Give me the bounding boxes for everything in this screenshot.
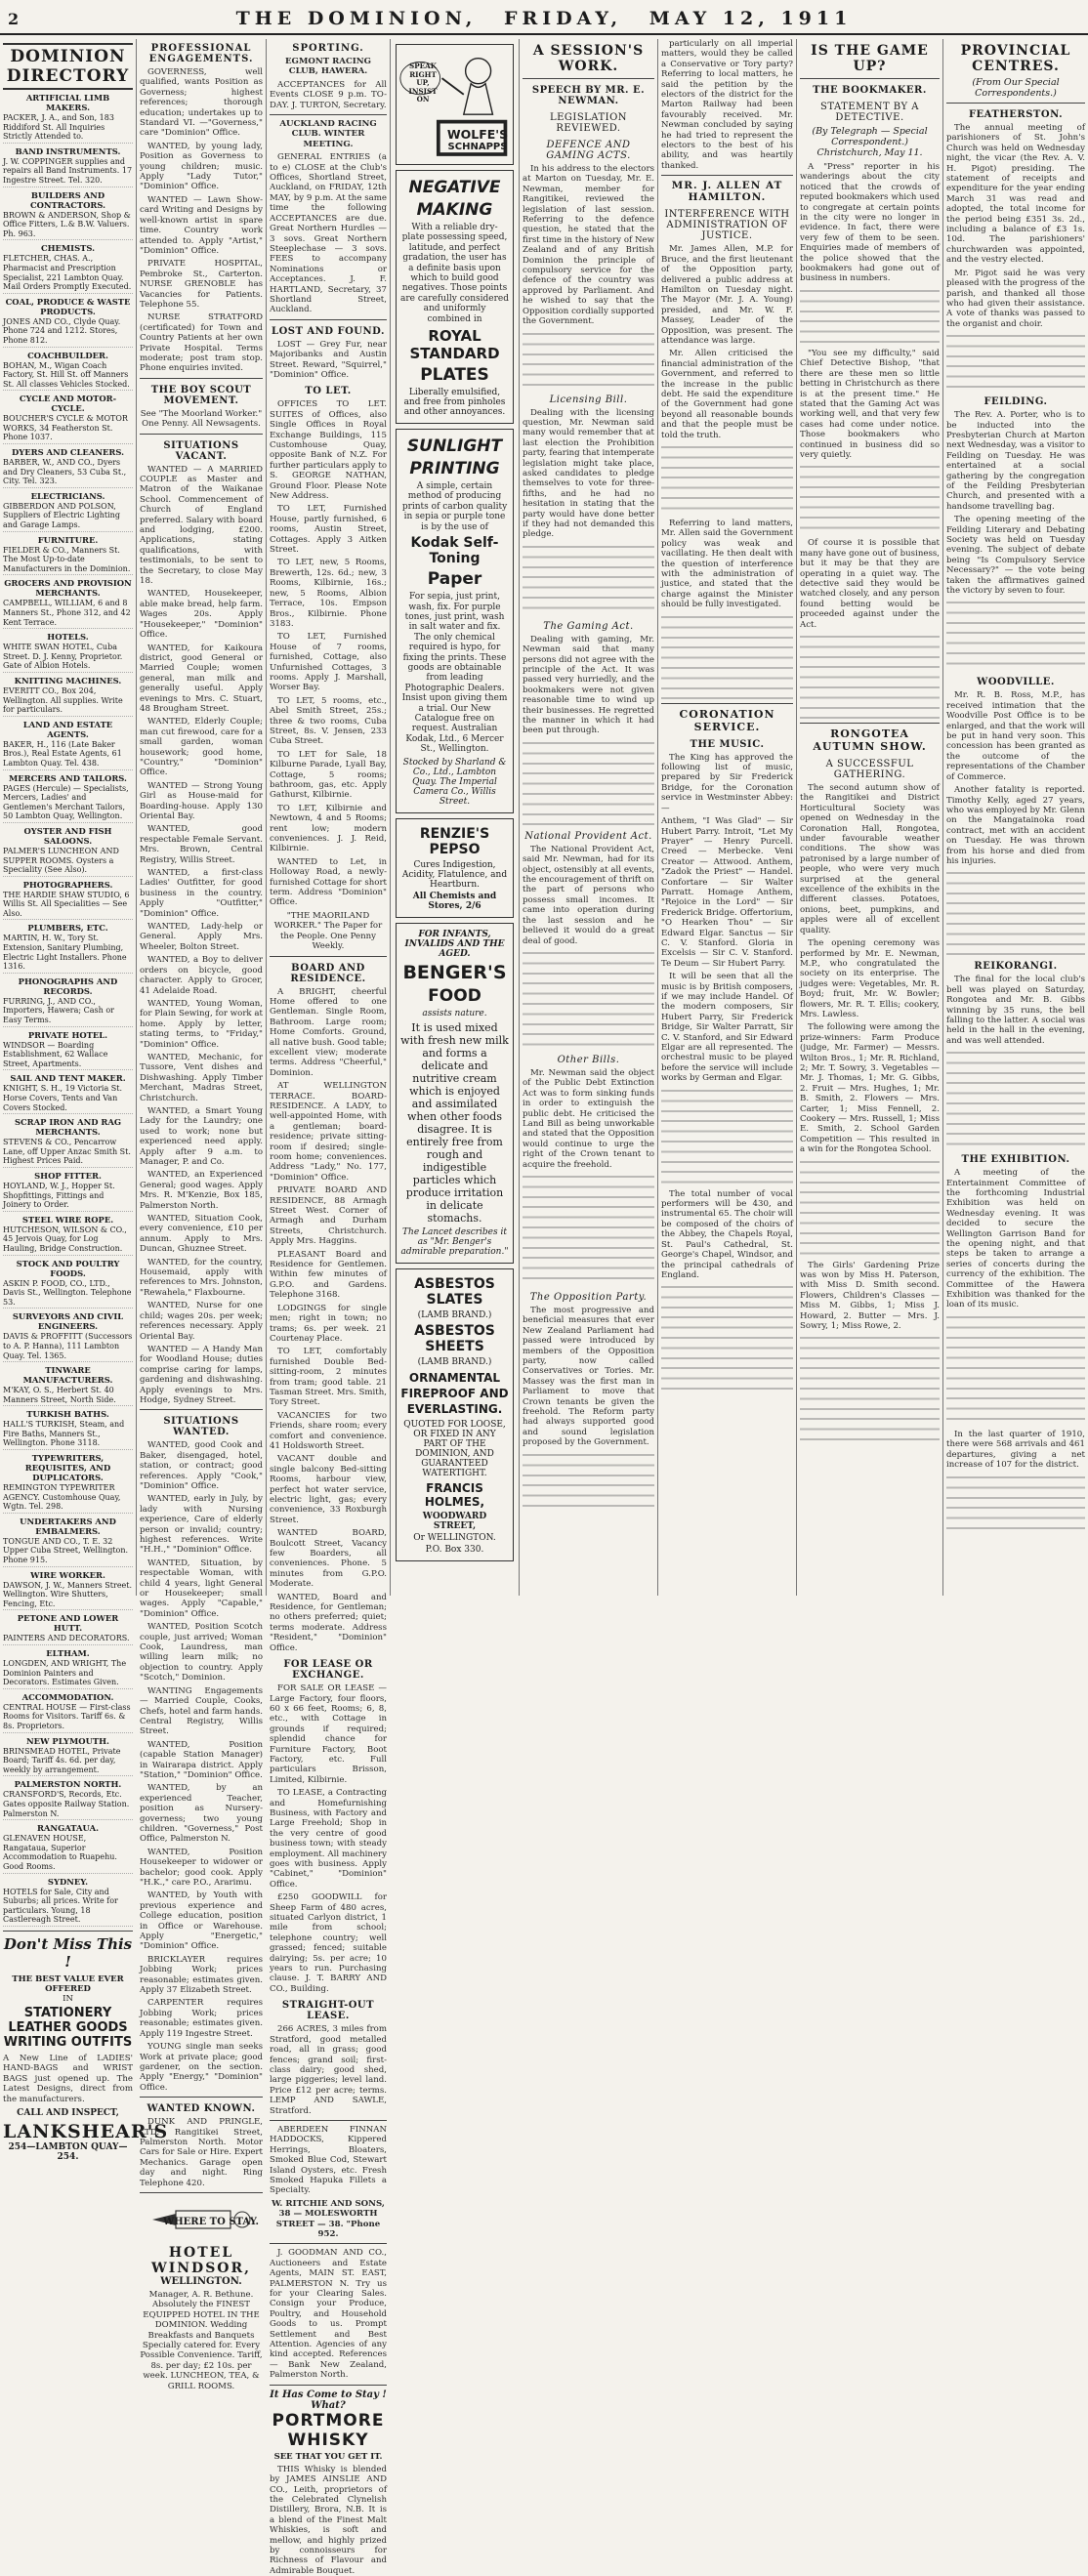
classified-ad: WANTED, Lady-help or General. Apply Mrs. Wheeler, Bolton Street.	[140, 922, 263, 952]
rongotea-title: RONGOTEA AUTUMN SHOW.	[813, 727, 927, 753]
article-paragraph: The King has approved the following list of music, prepared by Sir Frederick Bridge, for the Coronation service in Westminster Abbey:—	[661, 752, 793, 813]
directory-entry: LONGDEN, AND WRIGHT, The Dominion Painters and Decorators. Estimates Given.	[3, 1659, 133, 1689]
directory-entry: HALL'S TURKISH, Steam, and Fire Baths, Manners St., Wellington. Phone 3118.	[3, 1420, 133, 1450]
negative-text: With a reliable dry-plate possessing speed, latitude, and perfect gradation, the user has a definite basis upon which to build good negatives. Those points are carefully considered and uniformly combined in	[400, 223, 509, 324]
infants-heading: FOR INFANTS, INVALIDS AND THE AGED.	[404, 929, 505, 959]
directory-category: SURVEYORS AND CIVIL ENGINEERS.	[12, 1311, 124, 1332]
directory-entry: BAKER, H., 116 (Late Baker Bros.), Real Estate Agents, 61 Lambton Quay. Tel. 438.	[3, 740, 133, 770]
royal-standard-plates-ad	[396, 170, 514, 424]
article-paragraph: The opening meeting of the Feilding Literary and Debating Society was held on Tuesday evening. The subject of debate being "Is Compulsory Service Necessary?" — the vote being taken the affirmatives gained the victory by seven to four.	[946, 515, 1085, 597]
paper-name: THE DOMINION,	[235, 8, 478, 29]
classified-ad: ACCEPTANCES for All Events CLOSE 9 p.m. TO-DAY. J. TURTON, Secretary.	[270, 79, 387, 110]
classified-ad: WANTED, Housekeeper, able make bread, help farm. Wages 20s. Apply "Housekeeper," "Dominion" Office.	[140, 589, 263, 641]
kodak-paper-ad	[396, 429, 514, 813]
article-paragraph: The Rev. A. Porter, who is to be inducted into the Presbyterian Church at Marton next Wednesday, was a visitor to Feilding on Tuesday. He was entertained at a social gathering by the congregation of the Feilding Presbyterian Church, and presented with a handsome travelling bag.	[946, 410, 1085, 512]
directory-entry: WINDSOR — Boarding Establishment, 62 Wallace Street, Apartments.	[3, 1041, 133, 1071]
situations-vacant-heading: SITUATIONS VACANT.	[163, 439, 239, 462]
article-title-session: A SESSION'S WORK.	[532, 43, 645, 74]
directory-entry: HUTCHESON, WILSON & CO., 45 Jervois Quay, for Log Hauling, Bridge Construction.	[3, 1226, 133, 1256]
article-paragraph: Mr. R. B. Ross, M.P., has received intimation that the Woodville Post Office is to be enlarged, and that the work will be put in hand very soon. This concession has been granted as the outcome of the representations of the Chamber of Commerce.	[946, 690, 1085, 782]
maoriland-ad: "THE MAORILAND WORKER." The Paper for the People. One Penny Weekly.	[273, 910, 383, 952]
classified-ad: WANTED, for Kaikoura district, good General or Married Couple; women general, man milk and generally useful. Apply evenings to Mrs. C. Stuart, 48 Brougham Street.	[140, 643, 263, 714]
hotel-details: Manager, A. R. Bethune. Absolutely the FINEST EQUIPPED HOTEL IN THE DOMINION. Wedding Breakfasts and Banquets Specially catered for. Every Possible Convenience. Tariff, 8s. per day; £2 10s. per week. LUNCHEON, TEA, & GRILL ROOMS.	[140, 2289, 263, 2391]
board-residence-heading: BOARD AND RESIDENCE.	[290, 962, 366, 984]
lankshear-name: LANKSHEAR'S	[3, 2120, 169, 2142]
directory-category: OYSTER AND FISH SALOONS.	[23, 825, 112, 846]
directory-category: ELTHAM.	[46, 1648, 90, 1658]
provincial-title: PROVINCIAL CENTRES.	[960, 43, 1071, 74]
classified-ad: PRIVATE HOSPITAL, Pembroke St., Carterton. NURSE GRENOBLE has Vacancies for Patients. Telephone 55.	[140, 259, 263, 310]
whisky-details: THIS Whisky is blended by JAMES AINSLIE AND CO., Leith, proprietors of the Celebrated Clynelish Distillery, Brora, N.B. It is a blend of the Finest Malt Whiskies, is soft and mellow, and highly prized by connoisseurs for Richness of Flavour and Admirable Bouquet.	[270, 2464, 387, 2576]
whisky-label: WHISKY	[287, 2430, 369, 2450]
classified-ad: TO LET, Furnished House of 7 rooms, furnished, Cottage, also Unfurnished Cottages, 3 rooms. Apply J. Marshall, Worser Bay.	[270, 632, 387, 693]
directory-entry: GIBBERDON AND POLSON, Suppliers of Electric Lighting and Garage Lamps.	[3, 502, 133, 532]
handbag-note: A New Line of LADIES' HAND-BAGS and WRIST BAGS just opened up. The Latest Designs, direct from the manufacturers.	[3, 2053, 133, 2104]
best-value-line: THE BEST VALUE EVER OFFERED	[12, 1974, 124, 1994]
article-paragraph: particularly on all imperial matters, would they be called a Conservative or Tory party? Referring to local matters, he said the petition by the electors of the district for the Marton Railway had been favourably received. Mr. Newman concluded by saying he had tried to represent the electors to the best of his ability, and was heartily thanked.	[661, 39, 793, 171]
reikorangi-heading: REIKORANGI.	[974, 961, 1058, 973]
featherston-heading: FEATHERSTON.	[968, 109, 1064, 120]
article-paragraph: The most progressive and beneficial measures that ever New Zealand Parliament had passed were introduced by members of the Opposition party, now called Conservatives or Tories. Mr. Massey was the first man in Parliament to move that Crown tenants be given the freehold. The Reform party had always supported good and sound legislation proposed by the Government.	[523, 1305, 654, 1448]
directory-entry: BRINSMEAD HOTEL, Private Board; Tariff 4s. 6d. per day, weekly by arrangement.	[3, 1747, 133, 1777]
column-game-show	[797, 39, 943, 1596]
article-paragraph: The National Provident Act, said Mr. Newman, had for its object, ostensibly at all events, the encouragement of thrift on the part of persons who possess small incomes. It came into operation during the last session and he believed it would do a great deal of good.	[523, 844, 654, 946]
classified-ad: TO LET, Kilbirnie and Newtown, 4 and 5 Rooms; rent low; modern conveniences. J. J. Reid, Kilbirnie.	[270, 803, 387, 854]
classified-ad: GOVERNESS, well qualified, wants Position as Governess; highest references; thorough education; undertakes up to Standard VI. —"Governess," care "Dominion" Office.	[140, 67, 263, 139]
sunlight-heading: SUNLIGHT	[406, 436, 503, 457]
article-paragraph: Of course it is possible that many have gone out of business, but it may be that they are operating in a quiet way. The detective said they would be watched closely, and any person found betting would be proceeded against under the Act.	[800, 538, 940, 630]
directory-entry: PACKER, J. A., and Son, 183 Riddiford St. All Inquiries Strictly Attended to.	[3, 113, 133, 144]
directory-category: SCRAP IRON AND RAG MERCHANTS.	[14, 1117, 122, 1138]
directory-entry: WHITE SWAN HOTEL, Cuba Street. D. J. Kenny, Proprietor. Gate of Albion Hotels.	[3, 643, 133, 673]
classified-ad: OFFICES TO LET. SUITES of Offices, also Single Offices in Royal Exchange Buildings, 115 Customhouse Quay, opposite Bank of N.Z. For further particulars apply to S. GEORGE NATHAN, Ground Floor. Please Note New Address.	[270, 399, 387, 502]
directory-entry: FLETCHER, CHAS. A., Pharmacist and Prescription Specialist, 221 Lambton Quay. Mail Orders Promptly Executed.	[3, 254, 133, 293]
directory-category: PALMERSTON NORTH.	[14, 1779, 122, 1790]
directory-entry: BOUCHER'S CYCLE & MOTOR WORKS, 34 Featherston St. Phone 1037.	[3, 414, 133, 444]
directory-category: UNDERTAKERS AND EMBALMERS.	[20, 1516, 116, 1536]
directory-category: RANGATAUA.	[36, 1823, 100, 1834]
article-paragraph: In his address to the electors at Marton on Tuesday, Mr. E. Newman, member for Rangitikei, reviewed the legislation of last session. Referring to the defence question, he stated that the first time in the history of New Zealand and of any British Dominion the principle of compulsory service for the defence of the country was approved by Parliament. And he wished to say that the Opposition cordially supported the Government.	[523, 164, 655, 327]
bengers-food-ad	[396, 923, 514, 1264]
directory-entry: TONGUE AND CO., T. E. 32 Upper Cuba Street, Wellington. Phone 915.	[3, 1537, 133, 1567]
classified-ad: WANTING Engagements — Married Couple, Cooks, Chefs, hotel and farm hands. Central Registry, Willis Street.	[140, 1685, 263, 1737]
classified-ad: A BRIGHT, cheerful Home offered to one Gentleman. Single Room, Bathroom. Large room; Home Comforts. Ground, all native bush. Good table; excellent view; moderate terms. Address "Cheerful," Dominion.	[270, 986, 387, 1078]
directory-category: WIRE WORKER.	[30, 1569, 105, 1580]
to-let-heading: TO LET.	[305, 386, 352, 397]
masthead	[0, 6, 1088, 35]
hotel-name: HOTEL WINDSOR,	[150, 2244, 252, 2276]
classified-ad: AT WELLINGTON TERRACE. BOARD-RESIDENCE. A LADY, to well-appointed Home, with a gentleman; board-residence; private sitting-room if desired; single-room home; conveniences. Address "Lady," No. 177, "Dominion" Office.	[270, 1081, 387, 1183]
boy-scout-heading: THE BOY SCOUT MOVEMENT.	[150, 384, 252, 406]
food-label: FOOD	[428, 985, 481, 1006]
ritchie-sons: W. RITCHIE AND SONS, 38 — MOLESWORTH STREET — 38. "Phone 952.	[272, 2198, 385, 2239]
kodak-text: For sepia, just print, wash, fix. For purple tones, just print, wash in salt water and fix. The only chemical required is hypo, for fixing the prints. These goods are obtainable from leading Photographic Dealers. Insist upon giving them a trial. Our New Catalogue free on request. Australian Kodak, Ltd., 6 Mercer St., Wellington.	[401, 592, 508, 755]
hotel-windsor-ad	[140, 2197, 263, 2391]
classified-ad: WANTED, early in July, by lady with Nursing experience, Care of elderly person or invalid; country; highest references. Write "H.H.," "Dominion" Office.	[140, 1494, 263, 1556]
portmore-brand: PORTMORE	[272, 2410, 385, 2431]
directory-entry: REMINGTON TYPEWRITER AGENCY. Customhouse Quay, Wgtn. Tel. 298.	[3, 1483, 133, 1514]
directory-category: COACHBUILDER.	[27, 350, 108, 360]
classified-ad: GENERAL ENTRIES (a to e) CLOSE at the Club's Offices, Shortland Street, Auckland, on FRIDAY, 12th MAY, by 9 p.m. At the same time the following ACCEPTANCES are due. Great Northern Hurdles — 3 sovs. Great Northern Steeplechase — 3 sovs. FEES to accompany Nominations or Acceptances. J. F. HARTLAND, Secretary, 37 Shortland Street, Auckland.	[270, 152, 387, 315]
classified-ad: PRIVATE BOARD AND RESIDENCE, 88 Armagh Street West. Corner of Armagh and Durham Streets, Christchurch. Apply Mrs. Haggins.	[270, 1185, 387, 1247]
kodak-stockists: Stocked by Sharland & Co., Ltd., Lambton Quay. The Imperial Camera Co., Willis Street.	[402, 757, 507, 807]
article-paragraph: The annual meeting of parishioners of St. John's Church was held on Wednesday night, the vicar (the Rev. A. V. H. Pigot) presiding. The statement of receipts and expenditure for the year ending March 31 was read and adopted, the total income for the period being £351 3s. 2d., including a balance of £3 1s. 10d. The parishioners' churchwarden was appointed, and the vestry elected.	[946, 123, 1085, 266]
classified-ad: WANTED, Position Scotch couple, just arrived; Woman Cook, Laundress, man willing learn milk; no objection to country. Apply "Scotch," Dominion.	[140, 1622, 263, 1683]
classified-ad: WANTED, Situation, by respectable Woman, with child 4 years, light General or Housekeeper; small wages. Apply "Capable," "Dominion" Office.	[140, 1558, 263, 1619]
in-line: IN	[63, 1993, 73, 2004]
directory-entry: CENTRAL HOUSE — First-class Rooms for Visitors. Tariff 6s. & 8s. Proprietors.	[3, 1703, 133, 1733]
provident-heading: National Provident Act.	[524, 830, 652, 842]
speak-right-up-caption: SPEAK RIGHT UP, INSIST ON	[408, 62, 438, 104]
directory-category: COAL, PRODUCE & WASTE PRODUCTS.	[5, 296, 131, 316]
classified-ad: LOST — Grey Fur, near Majoribanks and Austin Street. Reward, "Squirrel," "Dominion" Office.	[270, 339, 387, 380]
wolfes-brand: WOLFE'S	[446, 127, 509, 142]
miss-this-heading: Don't Miss This !	[3, 1934, 133, 1971]
sunlight-text: A simple, certain method of producing prints of carbon quality in sepia or purple tone is by the use of	[401, 481, 508, 532]
directory-entry: DAVIS & PROFFITT (Successors to A. P. Hanna), 111 Lambton Quay. Tel. 1365.	[3, 1332, 133, 1362]
directory-title: DOMINION DIRECTORY	[3, 43, 133, 90]
schnapps-label: SCHNAPPS	[447, 142, 508, 152]
paper-label: Paper	[427, 569, 482, 590]
column-classifieds-situations	[137, 39, 267, 2391]
article-paragraph: Referring to land matters, Mr. Allen said the Government policy was weak and vacillating. He then dealt with the question of interference with the administration of justice, and stated that the charge against the Minister should be fully investigated.	[661, 519, 793, 610]
directory-category: SHOP FITTER.	[34, 1170, 102, 1181]
classified-ad: VACANCIES for two Friends, share room; every comfort and convenience. 41 Holdsworth Street.	[270, 1410, 387, 1451]
straight-lease-heading: STRAIGHT-OUT LEASE.	[281, 2000, 375, 2022]
directory-entry: KNIGHT, S. H., 19 Victoria St. Horse Covers, Tents and Van Covers Stocked.	[3, 1084, 133, 1114]
asbestos-ad	[396, 1268, 514, 1561]
directory-entry: M'KAY, O. S., Herbert St. 40 Manners Street, North Side.	[3, 1386, 133, 1406]
directory-entry: HOYLAND, W. J., Hopper St. Shopfittings, Fittings and Joinery to Order.	[3, 1182, 133, 1212]
classified-ad: WANTED, an Experienced General; good wages. Apply Mrs. R. M'Kenzie, Box 185, Palmerston North.	[140, 1170, 263, 1211]
directory-entry: BARBER, W., AND CO., Dyers and Dry Cleaners, 53 Cuba St., City. Tel. 323.	[3, 458, 133, 488]
plates-label: PLATES	[420, 365, 489, 386]
classified-ad: TO LET, comfortably furnished Double Bed-sitting-room, 2 minutes from tram; good table. 21 Tasman Street. Mrs. Smith, Tory Street.	[270, 1347, 387, 1408]
article-paragraph: A "Press" reporter in his wanderings about the city noticed that the crowds of reputed bookmakers which used to congregate at certain points in the city were no longer in evidence. In fact, there were very few of them to be seen. Enquiries made of members of the police showed that the bookmakers had gone out of business in numbers.	[800, 162, 940, 284]
rongotea-subtitle: A SUCCESSFUL GATHERING.	[825, 759, 914, 780]
classified-ad: J. GOODMAN AND CO., Auctioneers and Estate Agents, MAIN ST. EAST, PALMERSTON N. Try us for your Clearing Sales. Consign your Produce, Poultry, and Household Goods to us. Prompt Settlement and Best Attention. Agencies of any kind accepted. References — Bank New Zealand, Palmerston North.	[270, 2248, 387, 2381]
column-allen-coronation	[658, 39, 797, 1596]
classified-ad: WANTED, a first-class Ladies' Outfitter, for good business in the country. Apply "Outfitter," "Dominion" Office.	[140, 868, 263, 919]
classified-ad: WANTED — A MARRIED COUPLE as Master and Matron of the Waikanae School. Commencement of Church of England preferred. Salary with board and lodging, £200. Applications, stating qualifications, with testimonials, to be sent to the Secretary, to close May 18.	[140, 464, 263, 587]
directory-category: GROCERS AND PROVISION MERCHANTS.	[4, 578, 132, 599]
exhibition-heading: THE EXHIBITION.	[961, 1154, 1070, 1166]
classified-ad: £250 GOODWILL for Sheep Farm of 480 acres, situated Carlyon district, 1 mile from school; telephone country; well grassed; fenced; suitable dairying; 5s. per acre; 10 years to run. Purchasing clause. J. T. BARRY AND CO., Building.	[270, 1892, 387, 1994]
classified-ad: TO LEASE, a Contracting and Homefurnishing Business, with Factory and Large Freehold; Shop in the very centre of good business town; with steady employment. All machinery goes with business. Apply "Cabinet," "Dominion" Office.	[270, 1788, 387, 1890]
prize-list: The following were among the prize-winners: Farm Produce (judge, Mr. Farmer) — Messrs. Wilton Bros., 1; Mr. R. Richland, 2; Mr. T. Sowry, 3. Vegetables — Mr. J. Thomas, 1; Mr. G. Gibbs, 2. Fruit — Mrs. Hughes, 1; Mr. B. Smith, 2. Flowers — Mrs. Carter, 1; Miss Fennell, 2. Cookery — Mrs. Russell, 1; Miss E. Smith, 2. School Garden Competition — This resulted in a win for the Rongotea School.	[800, 1022, 940, 1155]
classified-ad: WANTED, by Youth with previous experience and College education, position in Office or Warehouse. Apply "Energetic," "Dominion" Office.	[140, 1890, 263, 1952]
directory-entry: THE HARDIE SHAW STUDIO, 6 Willis St. All Specialities — See Also.	[3, 891, 133, 921]
club-name: AUCKLAND RACING CLUB. WINTER MEETING.	[279, 119, 377, 149]
legislation-heading: LEGISLATION REVIEWED.	[549, 112, 628, 134]
provincial-byline: (From Our Special Correspondents.)	[972, 77, 1060, 99]
directory-category: DYERS AND CLEANERS.	[12, 447, 124, 458]
directory-entry: CRANSFORD'S, Records, Etc. Gates opposite Railway Station. Palmerston N.	[3, 1790, 133, 1820]
column-display-ads	[391, 39, 520, 1596]
hotel-city: WELLINGTON.	[160, 2275, 242, 2287]
article-paragraph: "You see my difficulty," said Chief Detective Bishop, "that there are these men so little betting in Christchurch as there is at the present time." He stated that the Gaming Act was working well, and that very few cases had come under notice. Those bookmakers who continued in business did so very quietly.	[800, 348, 940, 460]
article-paragraph: Mr. Newman said the object of the Public Debt Extinction Act was to form sinking funds in order to extinguish the public debt. He criticised the Land Bill as being unworkable and stated that the Opposition would continue to urge the right of the Crown tenant to acquire the freehold.	[523, 1067, 654, 1170]
article-paragraph: The final for the local club's bell was played on Saturday, Rongotea and Mr. B. Gibbs winning by 35 runs, the bell falling to the latter. A social was held in the hall in the evening, and was well attended.	[946, 975, 1085, 1046]
classified-ad: WANTED, Young Woman, for Plain Sewing, for work at home. Apply by letter, stating terms, to "Friday," "Dominion" Office.	[140, 998, 263, 1050]
directory-list	[3, 93, 133, 1927]
assists-nature: assists nature.	[422, 1008, 487, 1018]
classified-ad: WANTED, Position Housekeeper to widower or bachelor; good cook. Apply "H.K.," care P.O., Ararimu.	[140, 1847, 263, 1888]
opposition-heading: The Opposition Party.	[529, 1291, 648, 1303]
music-heading: THE MUSIC.	[690, 738, 765, 750]
music-list: Anthem, "I Was Glad" — Sir Hubert Parry. Introit, "Let My Prayer" — Henry Purcell. Creed — Merbecke. Veni Creator — Attwood. Anthem, "Zadok the Priest" — Handel. Confortare — Sir Walter Parratt. Homage Anthem, "Rejoice in the Lord" — Sir Frederick Bridge. Offertorium, "O Hearken Thou" — Sir Edward Elgar. Sanctus — Sir C. V. Stanford. Gloria in Excelsis — Sir C. V. Stanford. Te Deum — Sir Hubert Parry.	[661, 816, 793, 969]
directory-entry: HOTELS for Sale, City and Suburbs; all prices. Write for particulars. Young, 18 Castlereagh Street.	[3, 1888, 133, 1927]
column-sporting-tolet	[267, 39, 391, 2576]
directory-entry: DAWSON, J. W., Manners Street. Wellington. Wire Shutters, Fencing, Etc.	[3, 1581, 133, 1611]
classified-ad: WANTED, a Smart Young Lady for the Laundry; one used to work; none but experienced need apply. Apply after 9 a.m. to Manager, P. and Co.	[140, 1105, 263, 1167]
holmes-city: Or WELLINGTON.	[413, 1532, 496, 1543]
classified-ad: WANTED, a Boy to deliver orders on bicycle, good character. Apply to Grocer, 41 Adelaide Road.	[140, 955, 263, 996]
article-paragraph: It will be seen that all the music is by British composers, if we may include Handel. Of the modern composers, Sir Hubert Parry, Sir Frederick Bridge, Sir Walter Parratt, Sir C. V. Stanford, and Sir Edward Elgar are all represented. The orchestral music to be played before the service will include works by German and Elgar.	[661, 972, 793, 1084]
portmore-ad	[270, 2389, 387, 2576]
directory-category: PHOTOGRAPHERS.	[22, 879, 113, 890]
directory-category: LAND AND ESTATE AGENTS.	[22, 719, 113, 739]
directory-entry: GLENAVEN HOUSE, Rangataua, Superior Accommodation to Ruapehu. Good Rooms.	[3, 1834, 133, 1873]
classified-ad: WANTED — Lawn Show-card Writing and Designs by well-known artist in spare time. Country work attended to. Apply "Artist," "Dominion" Office.	[140, 194, 263, 256]
directory-category: TINWARE MANUFACTURERS.	[22, 1365, 113, 1386]
defence-heading: DEFENCE AND GAMING ACTS.	[546, 140, 631, 161]
classified-ad: WANTED, good respectable Female Servant. Mrs. Brown, Central Registry, Willis Street.	[140, 824, 263, 865]
pepso-text: Cures Indigestion, Acidity, Flatulence, and Heartburn.	[401, 859, 508, 890]
situations-wanted-heading: SITUATIONS WANTED.	[163, 1416, 239, 1438]
stay-question: It Has Come to Stay ! What?	[270, 2389, 387, 2411]
gaming-heading: The Gaming Act.	[543, 620, 634, 632]
directory-entry: JONES AND CO., Clyde Quay. Phone 724 and 1212. Stores, Phone 812.	[3, 317, 133, 348]
where-to-stay: WHERE TO STAY.	[162, 2216, 260, 2227]
column-provincial	[943, 39, 1088, 1596]
directory-category: BAND INSTRUMENTS.	[15, 145, 121, 156]
classified-ad: PLEASANT Board and Residence for Gentlemen. Within few minutes of G.P.O. and Gardens. Telephone 3168.	[270, 1249, 387, 1301]
lancet-quote: The Lancet describes it as "Mr. Benger's admirable preparation."	[400, 1226, 509, 1257]
directory-entry: PAGES (Hercule) — Specialists, Mercers, Ladies' and Gentlemen's Merchant Tailors, 50 Lambton Quay, Wellington.	[3, 784, 133, 823]
article-paragraph: The total number of vocal performers will be 430, and instrumental 65. The choir will be composed of the choirs of the Abbey, the Chapels Royal, St. Paul's Cathedral, St. George's Chapel, Windsor, and the principal cathedrals of England.	[661, 1188, 793, 1280]
holmes-box: P.O. Box 330.	[425, 1544, 484, 1555]
scout-ad: See "The Moorland Worker." One Penny. All Newsagents.	[140, 408, 263, 430]
directory-entry: PAINTERS AND DECORATORS.	[3, 1634, 133, 1645]
article-paragraph: A meeting of the Entertainment Committee of the forthcoming Industrial Exhibition was held on Wednesday evening. It was decided to secure the Wellington Garrison Band for the opening night, and that steps be taken to arrange a series of concerts during the currency of the exhibition. The Committee of the Hawera Exhibition was thanked for the loan of its music.	[946, 1168, 1085, 1310]
prize-list: The Girls' Gardening Prize was won by Miss H. Paterson, with Miss D. Smith second. Flowers, Children's Classes — Miss M. Gibbs, 1; Miss J. Howard, 2. Butter — Mrs. J. Sowry, 1; Miss Rowe, 2.	[800, 1260, 940, 1332]
bengers-brand: BENGER'S	[402, 961, 507, 983]
directory-entry: MARTIN, H. W., Tory St. Extension, Sanitary Plumbing, Electric Light Installers. Phone 1316.	[3, 934, 133, 973]
directory-category: PLUMBERS, ETC.	[27, 923, 108, 934]
lost-found-heading: LOST AND FOUND.	[272, 325, 385, 337]
directory-entry: ASKIN P. FOOD, CO., LTD., Davis St., Wellington. Telephone 53.	[3, 1279, 133, 1309]
classified-ad: WANTED, for the country, Housemaid, apply with references to Mrs. Johnston, "Rewahela," Flaxbourne.	[140, 1257, 263, 1298]
feilding-heading: FEILDING.	[983, 396, 1048, 408]
classified-ad: FOR SALE OR LEASE — Large Factory, four floors, 60 x 66 feet, Rooms; 6, 8, etc., with Cottage in grounds if required; splendid chance for Furniture Factory, Boot Factory, etc. Full particulars Brisson, Limited, Kilbirnie.	[270, 1683, 387, 1785]
classified-ad: VACANT double and single balcony Bed-sitting Rooms, harbour view, perfect hot water service, electric light, gas; every convenience, 33 Roxburgh Street.	[270, 1454, 387, 1525]
classified-ad: NURSE STRATFORD (certificated) for Town and Country Patients at her own Private Hospital. Terms moderate; post tram stop. Phone enquiries invited.	[140, 312, 263, 374]
page-number: 2	[8, 10, 20, 28]
directory-entry: FURRING, J., AND CO., Importers, Hawera; Cash or Easy Terms.	[3, 997, 133, 1027]
lease-exchange-heading: FOR LEASE OR EXCHANGE.	[283, 1659, 373, 1682]
classified-ad: 266 ACRES, 3 miles from Stratford, good metalled road, all in grass; good fences; grand soil; first-class dairy; good shed, large piggeries; level land. Price £12 per acre; terms. LEMP AND SAWLE, Stratford.	[270, 2024, 387, 2116]
wanted-known-heading: WANTED KNOWN.	[146, 2103, 256, 2115]
see-get-it: SEE THAT YOU GET IT.	[273, 2451, 383, 2462]
classified-ad: LODGINGS for single men; right in town; no trams; 6s. per week. 21 Courtenay Place.	[270, 1303, 387, 1344]
directory-entry: BOHAN, M., Wigan Coach Factory, St. Hill St. off Manners St. All classes Vehicles Stocked.	[3, 361, 133, 392]
speech-heading: SPEECH BY MR. E. NEWMAN.	[531, 85, 646, 106]
directory-entry: PALMER'S LUNCHEON AND SUPPER ROOMS. Oysters a Speciality (See Also).	[3, 847, 133, 877]
directory-category: PRIVATE HOTEL.	[27, 1029, 108, 1040]
directory-category: ARTIFICIAL LIMB MAKERS.	[25, 93, 110, 112]
lamb-brand-1: (LAMB BRAND.)	[417, 1309, 492, 1320]
article-paragraph: Mr. James Allen, M.P. for Bruce, and the first lieutenant of the Opposition party, delivered a public address at Hamilton on Tuesday night. The Mayor (Mr. J. A. Young) presided, and Mr. W. F. Massey, Leader of the Opposition, was present. The attendance was large.	[661, 244, 793, 346]
masthead-title	[0, 8, 1088, 29]
licensing-heading: Licensing Bill.	[549, 394, 628, 405]
detective-heading: STATEMENT BY A DETECTIVE.	[820, 102, 919, 123]
directory-category: TYPEWRITERS, REQUISITES, AND DUPLICATORS.	[24, 1453, 111, 1483]
classified-ad: WANTED — Strong Young Girl as House-maid for Boarding-house. Apply 130 Oriental Bay.	[140, 780, 263, 821]
classified-ad: TO LET, Furnished House, partly furnished, 6 rooms, Austin Street, Cottages. Apply 3 Aitken Street.	[270, 504, 387, 556]
call-inspect: CALL AND INSPECT,	[17, 2107, 119, 2118]
classified-ad: WANTED, by an experienced Teacher, position as Nursery-governess; two young children. "Governess," Post Office, Palmerston N.	[140, 1783, 263, 1845]
directory-category: STOCK AND POULTRY FOODS.	[16, 1258, 120, 1278]
outfits-line: WRITING OUTFITS	[3, 2034, 133, 2050]
directory-entry: BROWN & ANDERSON, Shop & Office Fitters, L.& B.W. Valuers. Ph. 963.	[3, 211, 133, 241]
classified-ad: WANTED, Mechanic, for Tussore, Vent dishes and Dishwashing. Apply Timber Merchant, Madras Street, Christchurch.	[140, 1052, 263, 1103]
classified-ad: TO LET, 5 rooms, etc., Abel Smith Street, 25s.; three & two rooms, Cuba Street, 8s. V. Jensen, 233 Cuba Street.	[270, 695, 387, 747]
issue-date: MAY 12, 1911	[649, 8, 853, 29]
game-byline: (By Telegraph — Special Correspondent.) Christchurch, May 11.	[812, 126, 928, 158]
article-paragraph: Mr. Allen criticised the financial administration of the Government, and referred to the increase in the public debt. He said the expenditure of the Government had gone beyond all reasonable bounds and that the people must be told the truth.	[661, 349, 793, 440]
directory-category: NEW PLYMOUTH.	[26, 1735, 109, 1746]
classified-ad: WANTED, Situation Cook, every convenience, £10 per annum. Apply to Mrs. Duncan, Ghuznee Street.	[140, 1214, 263, 1255]
article-paragraph: In the last quarter of 1910, there were 568 arrivals and 461 departures, giving a net increase of 107 for the district.	[946, 1429, 1085, 1471]
directory-category: CHEMISTS.	[40, 243, 96, 254]
sporting-heading: SPORTING.	[292, 43, 364, 54]
classified-ad: WANTED, by young lady, Position as Governess to young children; music. Apply "Lady Tutor," "Dominion" Office.	[140, 141, 263, 192]
column-session-work	[520, 39, 658, 1596]
classified-ad: WANTED, Elderly Couple; man cut firewood, care for a small garden, woman housework; good home, "Country," "Dominion" Office.	[140, 717, 263, 778]
directory-category: STEEL WIRE ROPE.	[21, 1214, 114, 1225]
classified-ad: TO LET, new, 5 Rooms, Brewerth, 12s. 6d.; new, 3 Rooms, Kilbirnie, 16s.; new, 5 Rooms, Albion Terrace, 10s. Empson Bros., Kilbirnie. Phone 3183.	[270, 558, 387, 629]
directory-category: FURNITURE.	[37, 534, 99, 545]
stationery-line: STATIONERY	[23, 2005, 112, 2020]
classified-ad: BRICKLAYER requires Jobbing Work; prices reasonable; estimates given. Apply 37 Elizabeth Street.	[140, 1954, 263, 1996]
classified-ad: WANTED to Let, in Holloway Road, a newly-furnished Cottage for short term. Address "Dominion" Office.	[270, 856, 387, 908]
issue-day: FRIDAY,	[503, 8, 623, 29]
directory-category: MERCERS AND TAILORS.	[9, 772, 127, 783]
lankshear-address: 254—LAMBTON QUAY—254.	[8, 2141, 128, 2162]
bookmaker-heading: THE BOOKMAKER.	[813, 85, 927, 96]
classified-ad: WANTED — A Handy Man for Woodland House; duties comprise caring for lamps, gardening and dishwashing. Apply evenings to Mrs. Hodge, Sydney Street.	[140, 1344, 263, 1405]
directory-entry: CAMPBELL, WILLIAM, 6 and 8 Manners St., Phone 312, and 42 Kent Terrace.	[3, 599, 133, 629]
asbestos-quoted: QUOTED FOR LOOSE, OR FIXED IN ANY PART OF THE DOMINION, AND GUARANTEED WATERTIGHT.	[403, 1419, 506, 1478]
professional-heading: PROFESSIONAL ENGAGEMENTS.	[148, 43, 254, 64]
column-directory	[0, 39, 169, 2162]
directory-category: HOTELS.	[47, 632, 89, 643]
directory-category: PETONE AND LOWER HUTT.	[17, 1613, 119, 1634]
directory-entry: STEVENS & CO., Pencarrow Lane, off Upper Anzac Smith St. Highest Prices Paid.	[3, 1138, 133, 1168]
royal-standard-brand: ROYAL STANDARD	[409, 327, 500, 363]
club-name: EGMONT RACING CLUB, HAWERA.	[285, 57, 371, 77]
classified-ad: WANTED, Board and Residence, for Gentleman; no others preferred; quiet; terms moderate. Address "Resident," "Dominion" Office.	[270, 1592, 387, 1653]
allen-subtitle: INTERFERENCE WITH ADMINISTRATION OF JUSTICE.	[664, 209, 790, 242]
directory-category: CYCLE AND MOTOR-CYCLE.	[19, 394, 117, 414]
woodville-heading: WOODVILLE.	[977, 677, 1055, 688]
directory-entry: EVERITT CO., Box 204, Wellington. All supplies. Write for particulars.	[3, 686, 133, 717]
directory-category: KNITTING MACHINES.	[14, 675, 122, 686]
asbestos-ornamental: ORNAMENTAL FIREPROOF AND EVERLASTING.	[400, 1370, 509, 1416]
classified-ad: YOUNG single man seeks Work at private place; good gardener, on the section. Apply "Energy," "Dominion" Office.	[140, 2042, 263, 2093]
other-bills-heading: Other Bills.	[557, 1054, 620, 1065]
allen-title: MR. J. ALLEN AT HAMILTON.	[671, 180, 783, 204]
plates-text: Liberally emulsified, and free from pinholes and other annoyances.	[403, 388, 506, 418]
article-paragraph: Dealing with the licensing question, Mr. Newman said many would remember that at last election the Prohibition party, fearing that intemperate legislation might take place, asked candidates to pledge themselves to vote for three-fifths, and he had no hesitation in stating that the party would have done better if they had not demanded this pledge.	[523, 407, 655, 540]
classified-ad: TO LET for Sale, 18 Kilburne Parade, Lyall Bay, Cottage, 5 rooms; bathroom, gas, etc. Apply Gathurst, Kilbirnie.	[270, 749, 387, 801]
game-up-title: IS THE GAME UP?	[811, 43, 929, 74]
article-paragraph: Mr. Pigot said he was very pleased with the progress of the parish, and thanked all those who had given their assistance. A vote of thanks was passed to the organist and choir.	[946, 268, 1085, 329]
directory-entry: FIELDER & CO., Manners St. The Most Up-to-date Manufacturers in the Dominion.	[3, 546, 133, 576]
holmes-name: FRANCIS HOLMES,	[424, 1480, 485, 1509]
coronation-title: CORONATION SERVICE.	[679, 707, 775, 733]
classified-ad: DUNK AND PRINGLE, LTD. Rangitikei Street, Palmerston North. Motor Cars for Sale or Hire. Expert Mechanics. Garage open day and night. Ring Telephone 420.	[140, 2117, 263, 2188]
pepso-brand: RENZIE'S PEPSO	[419, 825, 490, 857]
classified-ad: WANTED, Nurse for one child; wages 20s. per week; references necessary. Apply Oriental Bay.	[140, 1301, 263, 1342]
directory-category: BUILDERS AND CONTRACTORS.	[29, 189, 106, 210]
classified-ad: WANTED, Position (capable Station Manager) in Wairarapa district. Apply "Station," "Dominion" Office.	[140, 1739, 263, 1780]
asbestos-slates: ASBESTOS SLATES	[414, 1275, 495, 1308]
classified-ad: ABERDEEN FINNAN HADDOCKS, Kippered Herrings, Bloaters, Smoked Blue Cod, Stewart Island Oysters, etc. Fresh Smoked Hapuka Fillets a Specialty.	[270, 2124, 387, 2196]
directory-entry: J. W. COPPINGER supplies and repairs all Band Instruments. 17 Ingestre Street. Tel. 320.	[3, 157, 133, 187]
classified-ad: WANTED, good Cook and Baker, disengaged, hotel, station, or contract; good references. Apply "Cook," "Dominion" Office.	[140, 1440, 263, 1491]
holmes-street: WOODWARD STREET,	[422, 1511, 487, 1531]
pepso-price: All Chemists and Stores, 2/6	[412, 891, 497, 911]
article-paragraph: The second autumn show of the Rangitikei and District Horticultural Society was opened on Wednesday in the Coronation Hall, Rongotea, under favourable weather conditions. The show was patronised by a large number of people, who were very much surprised at the general excellence of the exhibits in the different classes. Potatoes, onions, beet, pumpkins, and apples were all of excellent quality.	[800, 783, 940, 935]
directory-category: SAIL AND TENT MAKER.	[10, 1073, 126, 1084]
article-paragraph: Dealing with gaming, Mr. Newman said that many persons did not agree with the principle of the Act. It was passed very hurriedly, and the bookmakers were not given reasonable time to wind up their businesses. He regretted the manner in which it had been put through.	[523, 634, 654, 736]
lamb-brand-2: (LAMB BRAND.)	[417, 1356, 492, 1367]
directory-category: SYDNEY.	[47, 1876, 89, 1887]
kodak-brand: Kodak Self-Toning	[410, 535, 499, 567]
making-heading: MAKING	[416, 200, 493, 220]
classified-ad: WANTED BOARD, Boulcott Street, Vacancy few Boarders, all conveniences. Phone. 5 minutes from G.P.O. Moderate.	[270, 1528, 387, 1590]
printing-heading: PRINTING	[409, 459, 500, 479]
directory-category: PHONOGRAPHS AND RECORDS.	[18, 976, 118, 996]
directory-category: TURKISH BATHS.	[26, 1409, 109, 1420]
negative-heading: NEGATIVE	[408, 178, 501, 197]
article-paragraph: The opening ceremony was performed by Mr. E. Newman, M.P., who congratulated the society on its enterprise. The judges were: Vegetables, Mr. R. Boyd; fruit, Mr. W. Bowler; flowers, Mr. R. T. Ellis; cookery, Mrs. Lawless.	[800, 938, 940, 1019]
lankshear-ad	[3, 1934, 169, 2162]
article-paragraph: Another fatality is reported. Timothy Kelly, aged 27 years, who was employed by Mr. Glenn on the Mangatainoka road contract, met with an accident on Tuesday. He was thrown from his horse and died from his injuries.	[946, 785, 1085, 866]
classified-ad: CARPENTER requires Jobbing Work; prices reasonable; estimates given. Apply 119 Ingestre Street.	[140, 1998, 263, 2039]
renzies-pepso-ad	[396, 818, 514, 918]
asbestos-sheets: ASBESTOS SHEETS	[414, 1322, 495, 1354]
bengers-text: It is used mixed with fresh new milk and forms a delicate and nutritive cream which is enjoyed and assimilated when other foods disagree. It is entirely free from rough and indigestible particles which produce irritation in delicate stomachs.	[400, 1020, 509, 1225]
directory-category: ACCOMMODATION.	[21, 1691, 114, 1702]
wolfes-schnapps-ad	[396, 44, 514, 165]
leather-line: LEATHER GOODS	[8, 2019, 128, 2035]
directory-category: ELECTRICIANS.	[30, 490, 105, 501]
